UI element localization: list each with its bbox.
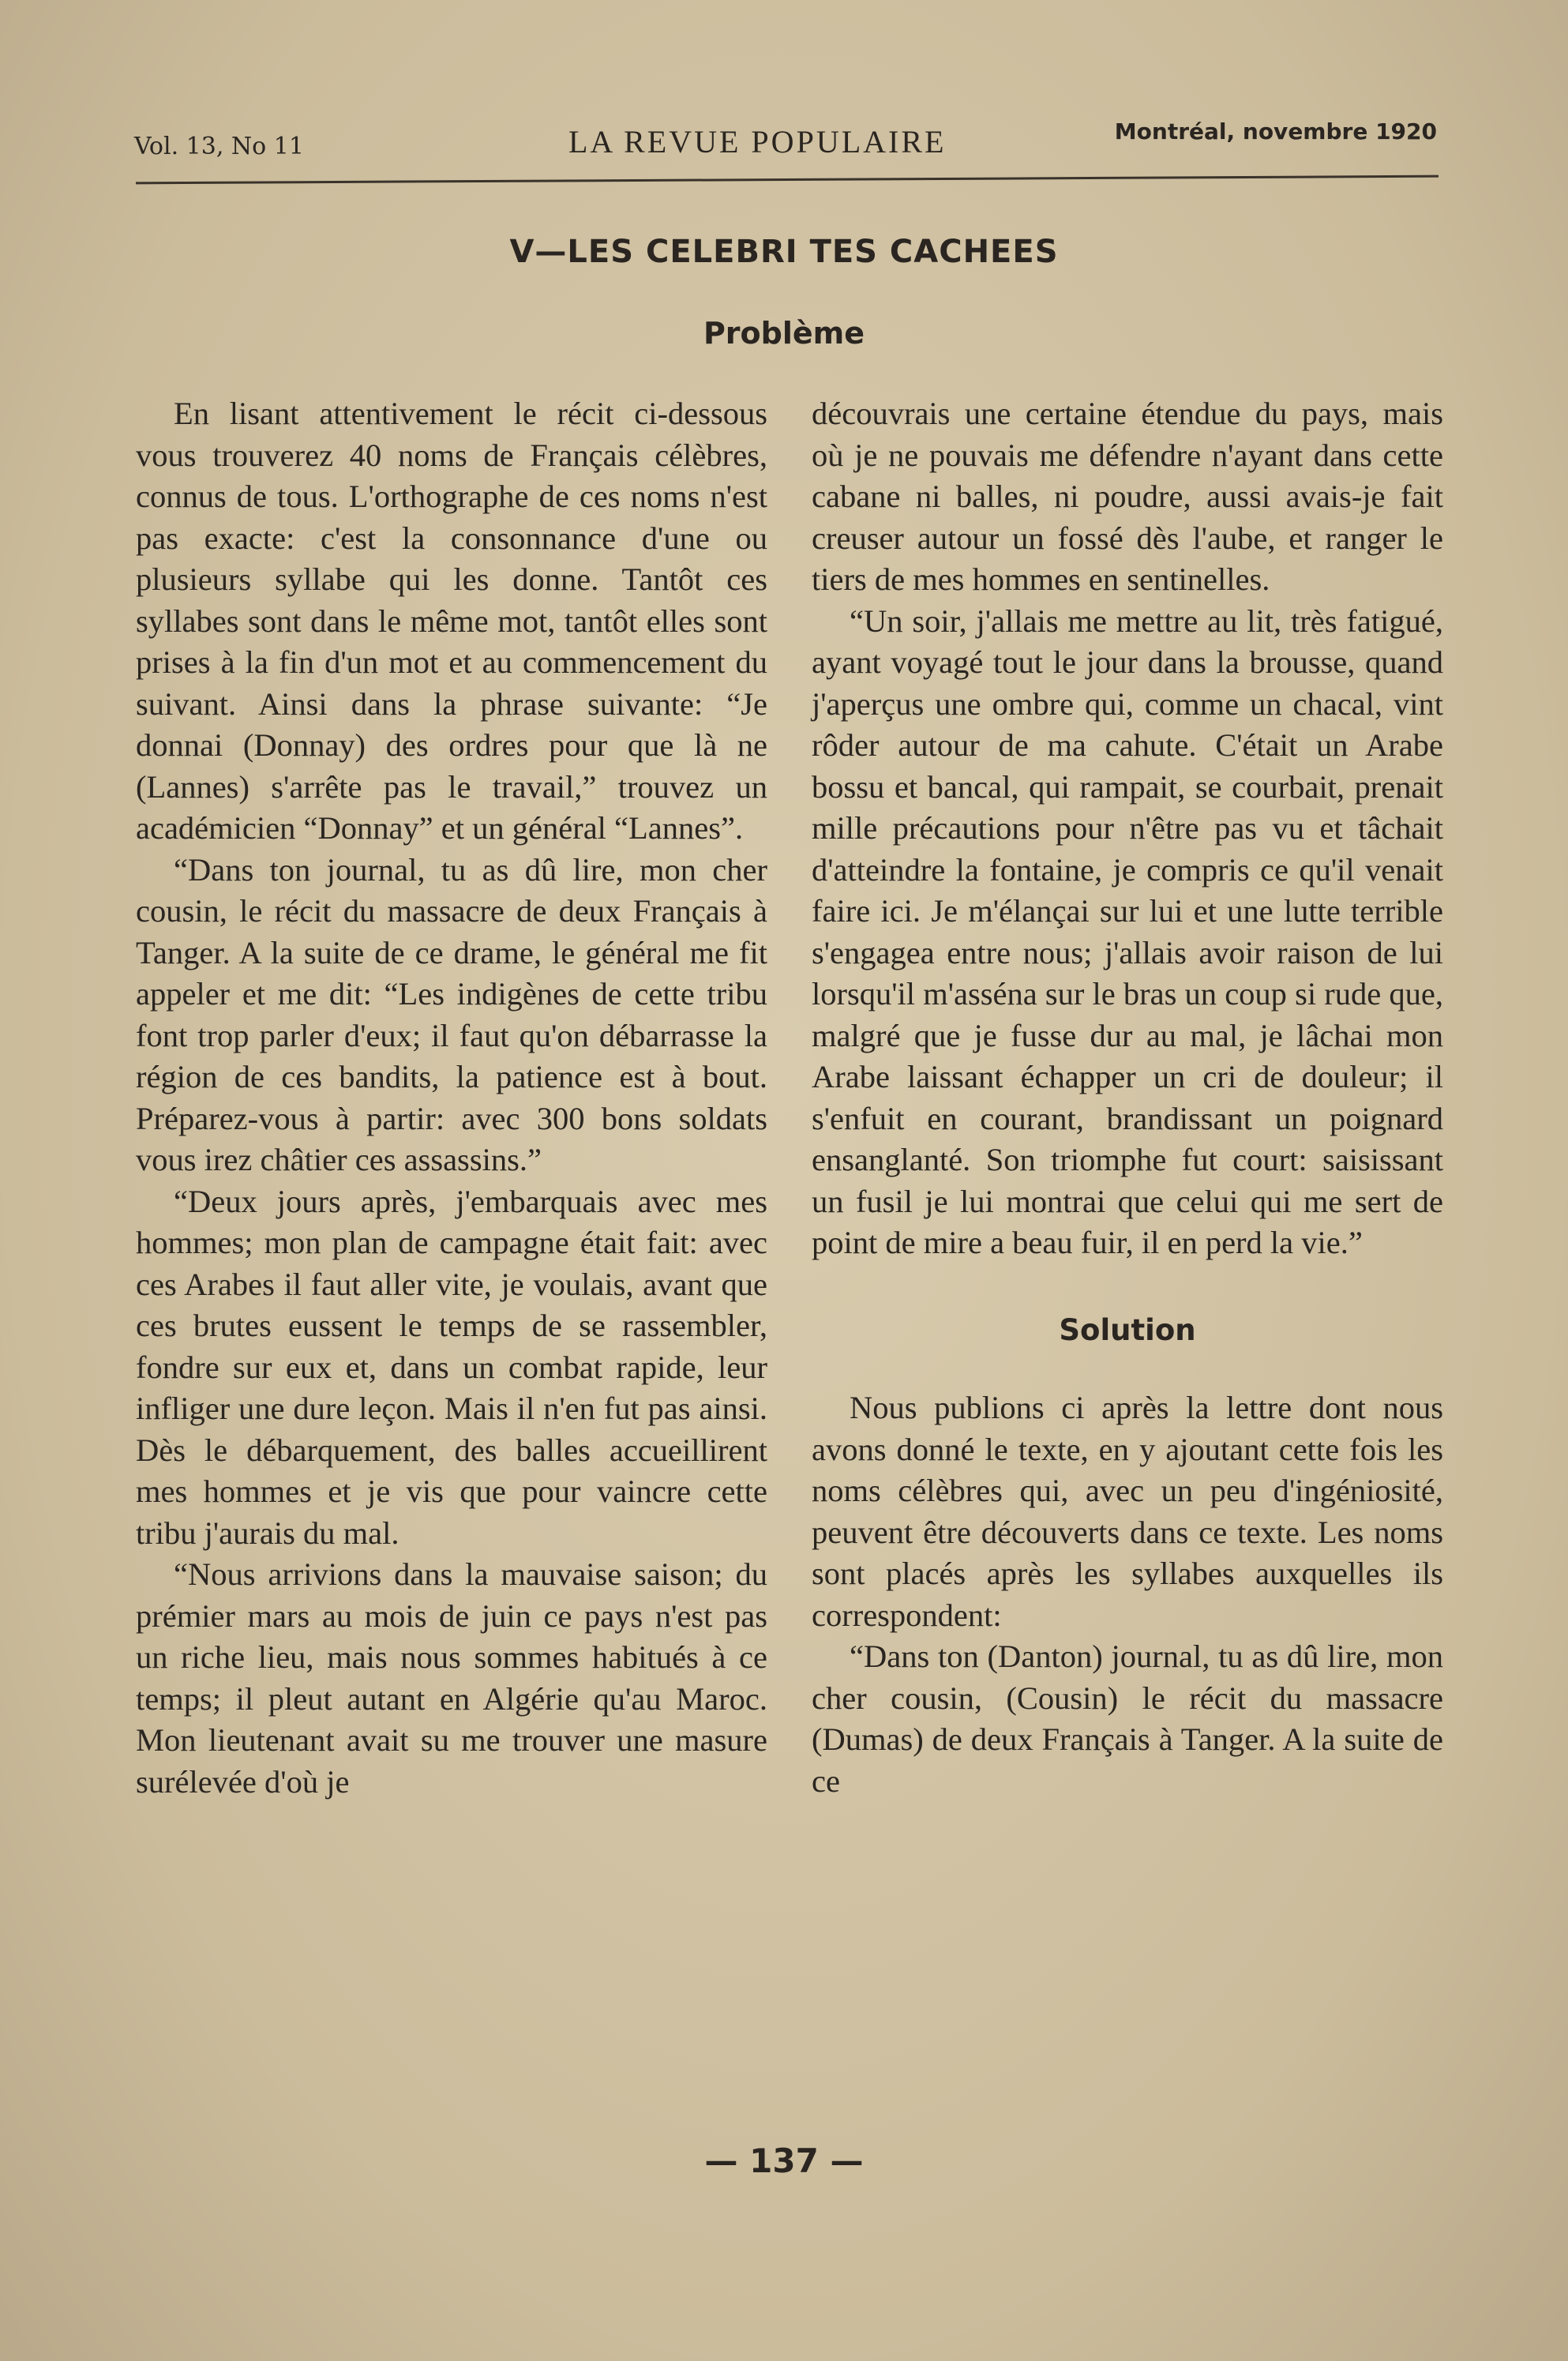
paragraph: “Dans ton journal, tu as dû lire, mon cher cousin, le récit du massacre de deux Français à Tanger. A la suite de ce drame, le général me fit appeler et me dit: “Les indigènes de cette tribu font trop parler d'eux; il faut qu'on débarrasse la région de ces bandits, la patience est à bout. Préparez-vous à partir: avec 300 bons soldats vous irez châtier ces assassins.” [136,851,767,1177]
volume-number: Vol. 13, No 11 [134,133,304,160]
paragraph: “Dans ton (Danton) journal, tu as dû lire, mon cher cousin, (Cousin) le récit du massacre (Dumas) de deux Français à Tanger. A la suite de ce [812,1638,1443,1799]
paragraph: Nous publions ci après la lettre dont nous avons donné le texte, en y ajoutant cette fois les noms célèbres qui, avec un peu d'ingéniosité, peuvent être découverts dans ce texte. Les noms sont placés après les syllabes auxquelles ils correspondent: [812,1390,1443,1633]
running-header [134,118,1437,166]
right-column [812,393,1443,1802]
section-title: V—LES CELEBRI TES CACHEES [509,234,1059,270]
page-number: — 137 — [704,2141,864,2180]
paragraph: “Deux jours après, j'embarquais avec mes hommes; mon plan de campagne était fait: avec ces Arabes il faut aller vite, je voulais, avant que ces brutes eussent le temps de se rassembler, fondre sur eux et, dans un combat rapide, leur infliger une dure leçon. Mais il n'en fut pas ainsi. Dès le débarquement, des balles accueillirent mes hommes et je vis que pour vaincre cette tribu j'aurais du mal. [136,1183,767,1551]
paragraph-continuation: découvrais une certaine étendue du pays, mais où je ne pouvais me défendre n'ayant dans cette cabane ni balles, ni poudre, aussi avais-je fait creuser autour un fossé dès l'aube, et ranger le tiers de mes hommes en sentinelles. [812,396,1443,597]
journal-title: LA REVUE POPULAIRE [568,124,947,160]
paragraph: En lisant attentivement le récit ci-dessous vous trouverez 40 noms de Français célèbres, connus de tous. L'orthographe de ces noms n'est pas exacte: c'est la consonnance d'une ou plusieurs syllabe qui les donne. Tantôt ces syllabes sont dans le même mot, tantôt elles sont prises à la fin d'un mot et au commencement du suivant. Ainsi dans la phrase suivante: “Je donnai (Donnay) des ordres pour que là ne (Lannes) s'arrête pas le travail,” trouvez un académicien “Donnay” et un général “Lannes”. [136,396,767,846]
paragraph: “Un soir, j'allais me mettre au lit, très fatigué, ayant voyagé tout le jour dans la brousse, quand j'aperçus une ombre qui, comme un chacal, vint rôder autour de ma cahute. C'était un Arabe bossu et bancal, qui rampait, se courbait, prenait mille précautions pour n'être pas vu et tâchait d'atteindre la fontaine, je compris ce qu'il venait faire ici. Je m'élançai sur lui et une lutte terrible s'engagea entre nous; j'allais avoir raison de lui lorsqu'il m'asséna sur le bras un coup si rude que, malgré que je fusse dur au mal, je lâchai mon Arabe laissant échapper un cri de douleur; il s'enfuit en courant, brandissant un poignard ensanglanté. Son triomphe fut court: saisissant un fusil je lui montrai que celui qui me sert de point de mire a beau fuir, il en perd la vie.” [812,602,1443,1260]
header-rule [136,175,1439,185]
paragraph: “Nous arrivions dans la mauvaise saison; du prémier mars au mois de juin ce pays n'est pas un riche lieu, mais nous sommes habitués à ce temps; il pleut autant en Algérie qu'au Maroc. Mon lieutenant avait su me trouver une masure surélevée d'où je [136,1556,767,1800]
solution-heading: Solution [1059,1312,1196,1347]
problem-heading: Problème [703,316,865,351]
left-column [136,393,767,1803]
dateline: Montréal, novembre 1920 [1114,118,1437,145]
